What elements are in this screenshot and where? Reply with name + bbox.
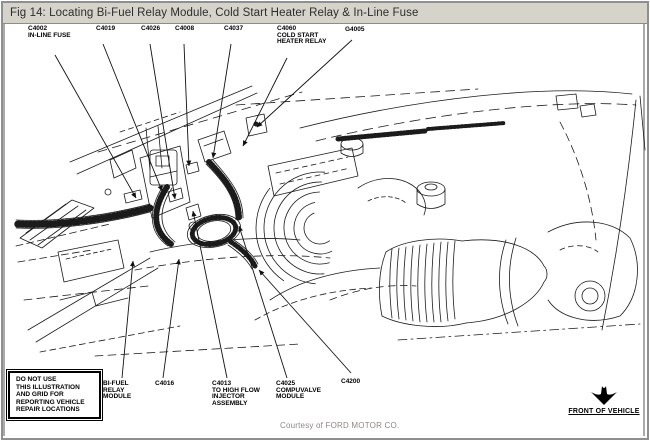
callout-c4037 bbox=[224, 26, 243, 33]
callout-c4013-high-flow-injector bbox=[212, 381, 260, 407]
leader-g4005 bbox=[257, 40, 352, 127]
callout-line: C4037 bbox=[224, 25, 244, 32]
callout-line: COLD START bbox=[277, 31, 319, 39]
callout-g4005 bbox=[345, 27, 365, 34]
callout-line: C4016 bbox=[155, 380, 175, 387]
leader-c4025 bbox=[239, 226, 287, 378]
warning-line: DO NOT USE bbox=[16, 376, 57, 383]
callout-c4025-compuvalve-module bbox=[276, 381, 321, 401]
warning-line: AND GRID FOR bbox=[16, 391, 64, 399]
callout-line: C4002 bbox=[28, 25, 48, 32]
callout-c4060-cold-start-heater-relay bbox=[277, 26, 326, 46]
engine-line-art bbox=[16, 86, 645, 356]
callout-c4008 bbox=[175, 26, 194, 33]
callout-line: MODULE bbox=[103, 393, 132, 401]
callout-line: C4008 bbox=[175, 25, 195, 32]
leader-c4026 bbox=[150, 44, 175, 199]
callout-line: RELAY bbox=[103, 386, 125, 394]
front-of-vehicle-icon bbox=[586, 383, 622, 407]
front-of-vehicle-marker bbox=[556, 383, 650, 415]
callout-c4016 bbox=[155, 381, 174, 388]
callout-line: G4005 bbox=[345, 26, 365, 33]
callout-line: IN-LINE FUSE bbox=[28, 31, 71, 39]
callout-line: C4026 bbox=[141, 25, 161, 32]
callout-c4002-in-line-fuse bbox=[28, 26, 71, 39]
figure-title: Fig 14: Locating Bi-Fuel Relay Module, Cold Start Heater Relay & In-Line Fuse bbox=[10, 7, 419, 19]
callout-line: TO HIGH FLOW bbox=[212, 386, 260, 394]
callout-line: C4013 bbox=[212, 380, 232, 387]
callout-line: BI-FUEL bbox=[103, 380, 129, 387]
leader-lines bbox=[55, 40, 352, 378]
warning-box bbox=[8, 371, 101, 419]
warning-line: REPORTING VEHICLE bbox=[16, 398, 85, 406]
callout-c4019 bbox=[96, 26, 115, 33]
callout-line: C4060 bbox=[277, 25, 297, 32]
callout-c4200 bbox=[341, 379, 360, 386]
front-of-vehicle-label: FRONT OF VEHICLE bbox=[568, 408, 640, 415]
callout-line: C4025 bbox=[276, 380, 296, 387]
callout-line: HEATER RELAY bbox=[277, 38, 327, 46]
leader-c4013 bbox=[193, 211, 227, 378]
leader-bi-fuel-relay bbox=[122, 261, 133, 378]
callout-line: INJECTOR bbox=[212, 393, 245, 401]
leader-c4016 bbox=[163, 259, 179, 378]
callout-line: COMPUVALVE bbox=[276, 386, 321, 394]
warning-line: REPAIR LOCATIONS bbox=[16, 406, 80, 414]
callout-line: C4200 bbox=[341, 378, 361, 385]
callout-line: MODULE bbox=[276, 393, 305, 401]
warning-line: THIS ILLUSTRATION bbox=[16, 383, 80, 391]
courtesy-credit: Courtesy of FORD MOTOR CO. bbox=[280, 421, 400, 430]
leader-c4008 bbox=[184, 44, 189, 166]
callout-line: C4019 bbox=[96, 25, 116, 32]
leader-c4200 bbox=[259, 270, 351, 373]
leader-c4002 bbox=[55, 55, 136, 198]
callout-c4026 bbox=[141, 26, 160, 33]
callout-line: ASSEMBLY bbox=[212, 399, 248, 407]
callout-bi-fuel-relay-module bbox=[103, 381, 131, 401]
